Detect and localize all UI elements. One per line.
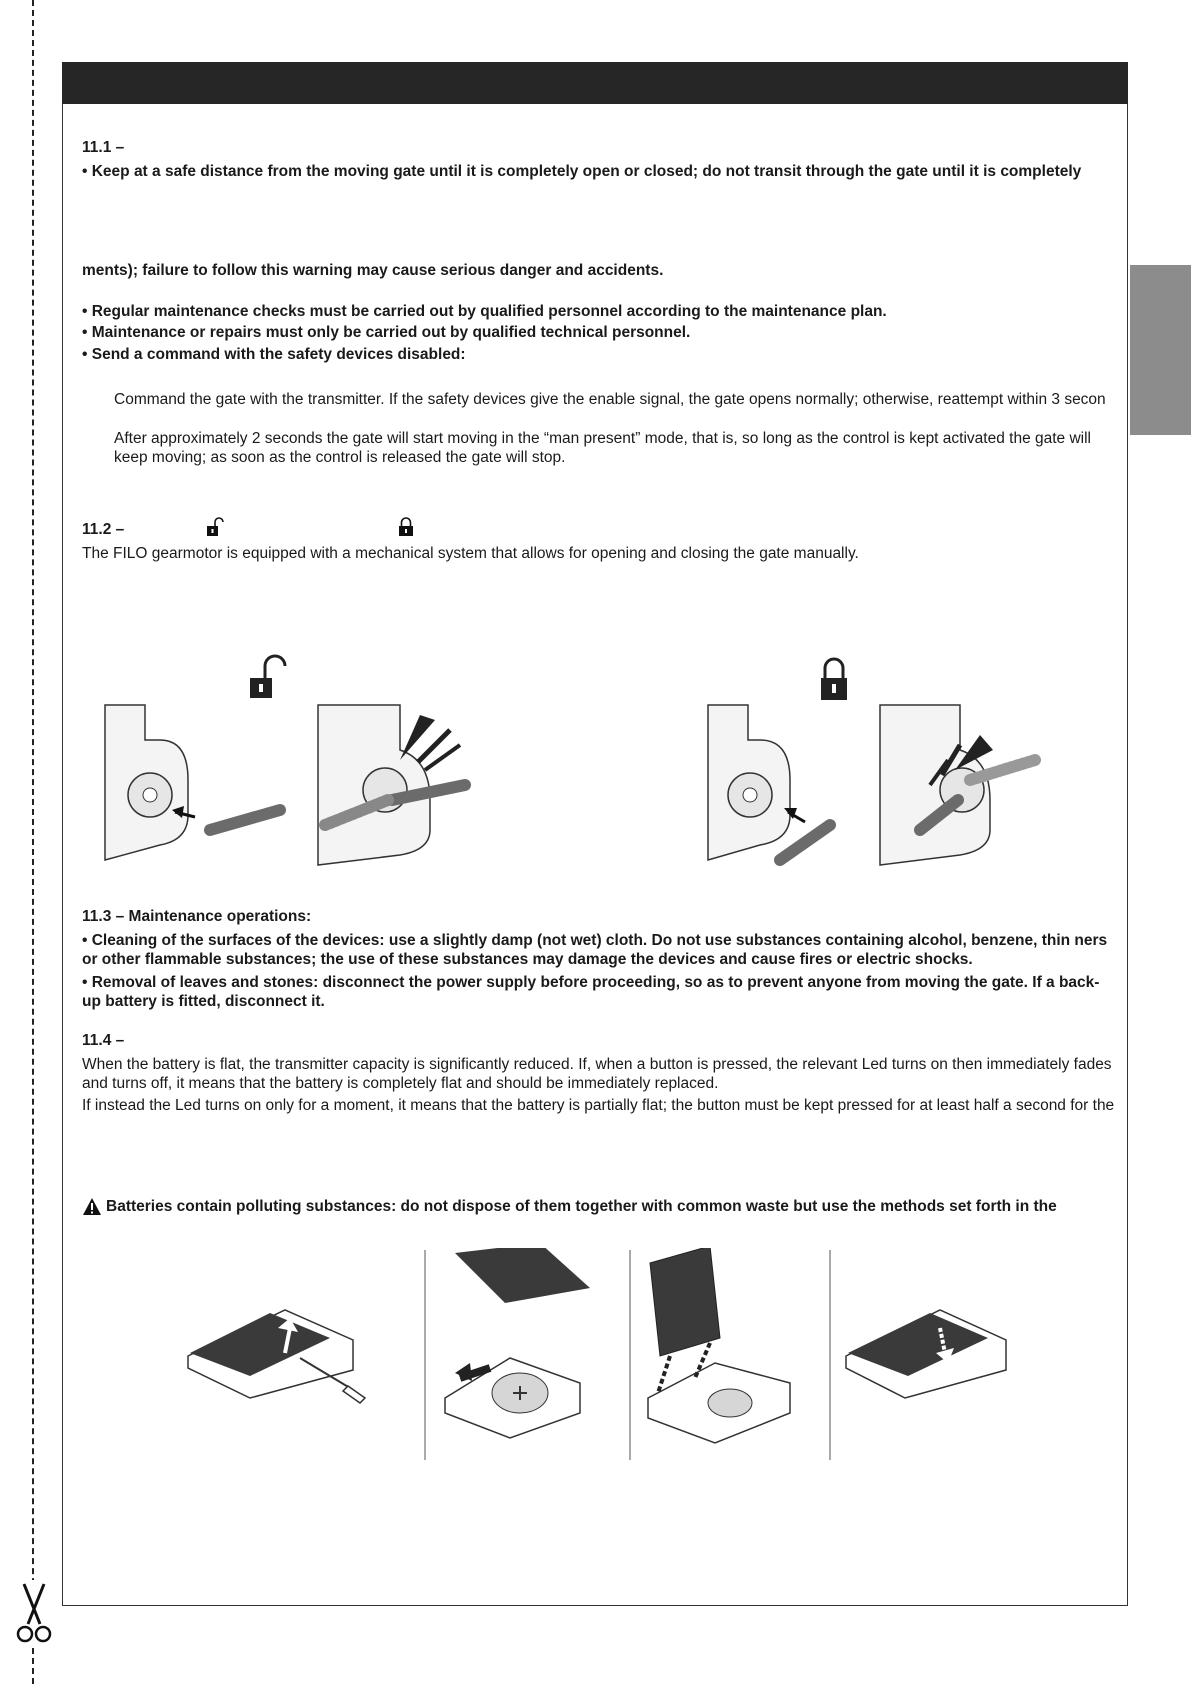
battery-step-insert-cell — [648, 1248, 790, 1443]
section-11-3-heading: 11.3 – Maintenance operations: — [82, 908, 312, 925]
language-side-tab — [1130, 265, 1191, 435]
bullet-safe-distance-continued: ments); failure to follow this warning may cause serious danger and accidents. — [82, 262, 664, 279]
battery-step-close-cover — [846, 1310, 1006, 1398]
section-11-2-heading: 11.2 – — [82, 521, 125, 538]
section-11-2-body: The FILO gearmotor is equipped with a mechanical system that allows for opening and closing the gate manually. — [82, 545, 859, 562]
gearmotor-lock-step-1 — [708, 705, 830, 860]
battery-step-remove-cell — [445, 1248, 590, 1438]
scissors-icon — [14, 1580, 54, 1646]
bullet-qualified-personnel: • Maintenance or repairs must only be carried out by qualified technical personnel. — [82, 324, 691, 341]
step-command-gate: Command the gate with the transmitter. If the safety devices give the enable signal, the gate opens normally; otherwise, reattempt within 3 secon — [114, 391, 1106, 408]
lock-icon — [398, 517, 414, 537]
unlock-icon — [205, 517, 225, 537]
battery-flat-paragraph: When the battery is flat, the transmitter capacity is significantly reduced. If, when a button is pressed, the relevant Led turns on then immediately fades and turns off, it means that the battery is completely flat and should be immediately replaced. — [82, 1056, 1112, 1092]
section-11-1-heading: 11.1 – — [82, 139, 125, 156]
bullet-leaves-stones: • Removal of leaves and stones: disconnect the power supply before proceeding, so as to prevent anyone from moving the gate. If a back-up battery is fitted, disconnect it. — [82, 974, 1100, 1010]
step-man-present: After approximately 2 seconds the gate will start moving in the “man present” mode, that is, so long as the control is kept activated the gate will keep moving; as soon as the control is released the gate will stop. — [114, 430, 1091, 466]
battery-replacement-figure — [170, 1248, 1020, 1463]
gearmotor-unlock-step-2 — [318, 705, 465, 865]
lock-icon-large — [821, 659, 847, 700]
bullet-maintenance-checks: • Regular maintenance checks must be carried out by qualified personnel according to the maintenance plan. — [82, 303, 887, 320]
bullet-safe-distance: • Keep at a safe distance from the moving gate until it is completely open or closed; do not transit through the gate until it is completely — [82, 163, 1082, 180]
bullet-cleaning: • Cleaning of the surfaces of the devices: use a slightly damp (not wet) cloth. Do not use substances containing alcohol, benzene, thin ners or other flammable substances; the use of these substances may damage the devices and cause fires or electric shocks. — [82, 932, 1108, 968]
warning-icon — [82, 1197, 102, 1216]
cut-line — [32, 0, 34, 1684]
battery-step-open-cover — [188, 1310, 365, 1403]
battery-disposal-warning: Batteries contain polluting substances: do not dispose of them together with common waste but use the methods set forth in the — [106, 1198, 1057, 1215]
battery-partial-paragraph: If instead the Led turns on only for a moment, it means that the battery is partially flat; the button must be kept pressed for at least half a second for the — [82, 1097, 1115, 1114]
bullet-safety-disabled: • Send a command with the safety devices disabled: — [82, 346, 466, 363]
section-11-4-heading: 11.4 – — [82, 1032, 125, 1049]
section-header-bar — [62, 62, 1128, 104]
unlock-icon-large — [250, 656, 285, 698]
gearmotor-lock-step-2 — [880, 705, 1035, 865]
manual-release-figure — [100, 650, 1060, 880]
gearmotor-unlock-step-1 — [105, 705, 280, 860]
